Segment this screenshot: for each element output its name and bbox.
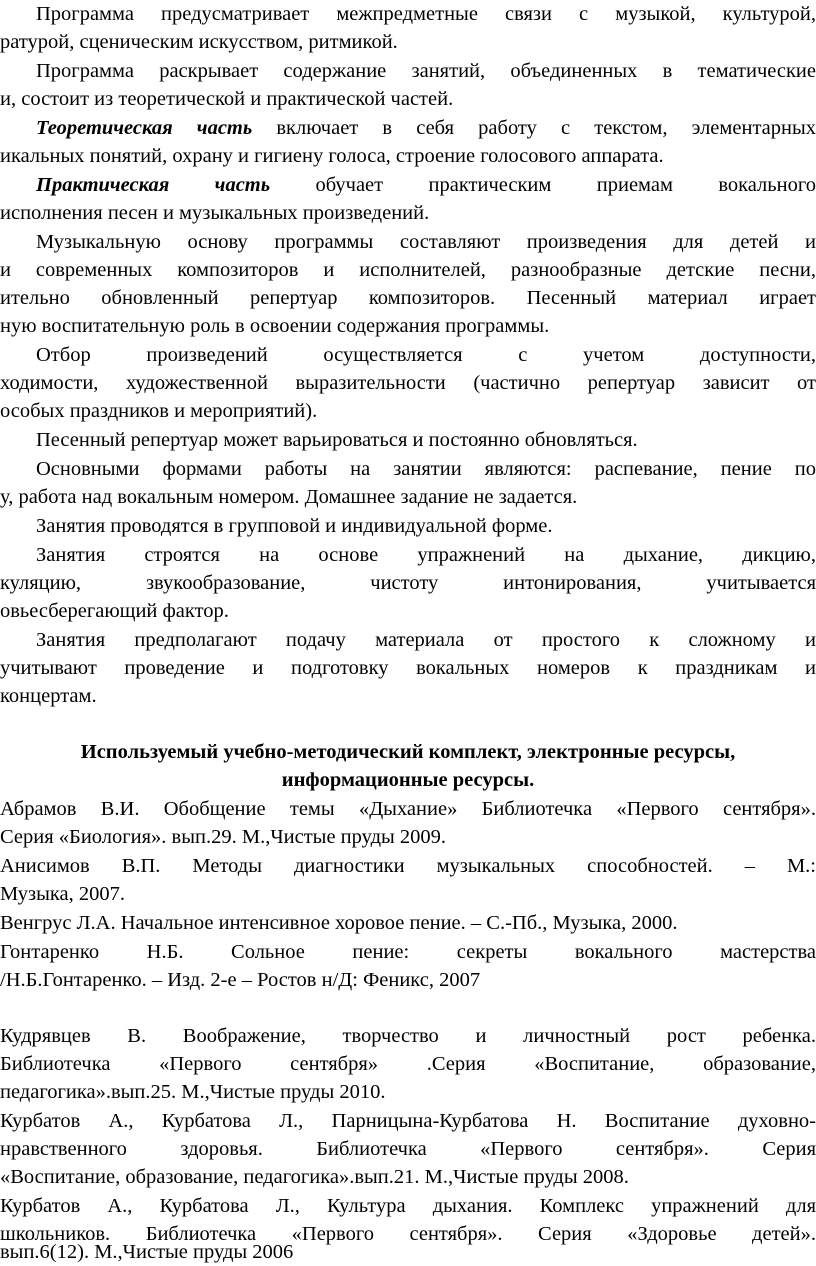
section-heading-line-1: Используемый учебно-методический комплект, электронные ресурсы, bbox=[80, 741, 736, 763]
reference-7-line-3: вып.6(12). М.,Чистые пруды 2006 bbox=[0, 1241, 294, 1263]
paragraph-6-line-3: особых праздников и мероприятий). bbox=[0, 400, 318, 422]
paragraph-11-line-2: учитывают проведение и подготовку вокальных номеров к праздникам и bbox=[0, 657, 816, 679]
reference-4-line-1: Гонтаренко Н.Б. Сольное пение: секреты вокального мастерства bbox=[0, 941, 816, 963]
paragraph-7-line-1: Песенный репертуар может варьироваться и постоянно обновляться. bbox=[36, 429, 638, 451]
reference-4-line-2: /Н.Б.Гонтаренко. – Изд. 2-е – Ростов н/Д: Феникс, 2007 bbox=[0, 969, 481, 991]
paragraph-6-line-2: ходимости, художественной выразительности (частично репертуар зависит от bbox=[0, 372, 816, 394]
reference-5-line-1: Кудрявцев В. Воображение, творчество и личностный рост ребенка. bbox=[0, 1025, 816, 1047]
paragraph-9-line-1: Занятия проводятся в групповой и индивидуальной форме. bbox=[36, 515, 553, 537]
reference-1-line-1: Абрамов В.И. Обобщение темы «Дыхание» Библиотечка «Первого сентября». bbox=[0, 798, 816, 820]
paragraph-10-line-1: Занятия строятся на основе упражнений на дыхание, дикцию, bbox=[36, 544, 816, 566]
paragraph-2-line-1: Программа раскрывает содержание занятий, объединенных в тематические bbox=[36, 60, 816, 82]
paragraph-6-line-1: Отбор произведений осуществляется с учетом доступности, bbox=[36, 344, 816, 366]
practice-part-term: Практическая часть bbox=[36, 174, 271, 196]
reference-5-line-3: педагогика».вып.25. М.,Чистые пруды 2010. bbox=[0, 1081, 386, 1103]
reference-6-line-1: Курбатов А., Курбатова Л., Парницына-Курбатова Н. Воспитание духовно- bbox=[0, 1110, 816, 1132]
section-heading-line-2: информационные ресурсы. bbox=[281, 769, 535, 791]
paragraph-8-line-2: у, работа над вокальным номером. Домашнее задание не задается. bbox=[0, 486, 578, 508]
theory-part-term: Теоретическая часть bbox=[36, 117, 253, 139]
reference-5-line-2: Библиотечка «Первого сентября» .Серия «Воспитание, образование, bbox=[0, 1053, 816, 1075]
paragraph-5-line-1: Музыкальную основу программы составляют произведения для детей и bbox=[36, 231, 816, 253]
reference-3-line-1: Венгрус Л.А. Начальное интенсивное хоровое пение. – С.-Пб., Музыка, 2000. bbox=[0, 912, 678, 934]
paragraph-5-line-3: ительно обновленный репертуар композиторов. Песенный материал играет bbox=[0, 287, 816, 309]
paragraph-3-line-1 bbox=[36, 114, 816, 142]
paragraph-3-line-1-rest: включает в себя работу с текстом, элементарных bbox=[252, 117, 816, 139]
paragraph-3-line-2: икальных понятий, охрану и гигиену голоса, строение голосового аппарата. bbox=[0, 145, 664, 167]
paragraph-4-line-1 bbox=[36, 171, 816, 199]
reference-2-line-2: Музыка, 2007. bbox=[0, 883, 125, 905]
reference-6-line-2: нравственного здоровья. Библиотечка «Первого сентября». Серия bbox=[0, 1138, 816, 1160]
reference-6-line-3: «Воспитание, образование, педагогика».вып.21. М.,Чистые пруды 2008. bbox=[0, 1166, 629, 1188]
reference-7-line-1: Курбатов А., Курбатова Л., Культура дыхания. Комплекс упражнений для bbox=[0, 1195, 816, 1217]
reference-2-line-1: Анисимов В.П. Методы диагностики музыкальных способностей. – М.: bbox=[0, 855, 816, 877]
paragraph-1-line-1: Программа предусматривает межпредметные связи с музыкой, культурой, bbox=[36, 3, 816, 25]
paragraph-4-line-2: исполнения песен и музыкальных произведений. bbox=[0, 202, 430, 224]
reference-1-line-2: Серия «Биология». вып.29. М.,Чистые пруды 2009. bbox=[0, 826, 447, 848]
paragraph-4-line-1-rest: обучает практическим приемам вокального bbox=[270, 174, 816, 196]
reference-7-line-2: школьников. Библиотечка «Первого сентября». Серия «Здоровье детей». bbox=[0, 1223, 816, 1245]
paragraph-8-line-1: Основными формами работы на занятии являются: распевание, пение по bbox=[36, 458, 816, 480]
paragraph-1-line-2: ратурой, сценическим искусством, ритмикой. bbox=[0, 31, 398, 53]
paragraph-10-line-2: куляцию, звукообразование, чистоту интонирования, учитывается bbox=[0, 572, 816, 594]
paragraph-2-line-2: и, состоит из теоретической и практической частей. bbox=[0, 88, 454, 110]
paragraph-11-line-3: концертам. bbox=[0, 685, 97, 707]
paragraph-11-line-1: Занятия предполагают подачу материала от простого к сложному и bbox=[36, 629, 816, 651]
paragraph-5-line-4: ную воспитательную роль в освоении содержания программы. bbox=[0, 315, 550, 337]
paragraph-5-line-2: и современных композиторов и исполнителей, разнообразные детские песни, bbox=[0, 259, 816, 281]
paragraph-10-line-3: овьесберегающий фактор. bbox=[0, 600, 229, 622]
